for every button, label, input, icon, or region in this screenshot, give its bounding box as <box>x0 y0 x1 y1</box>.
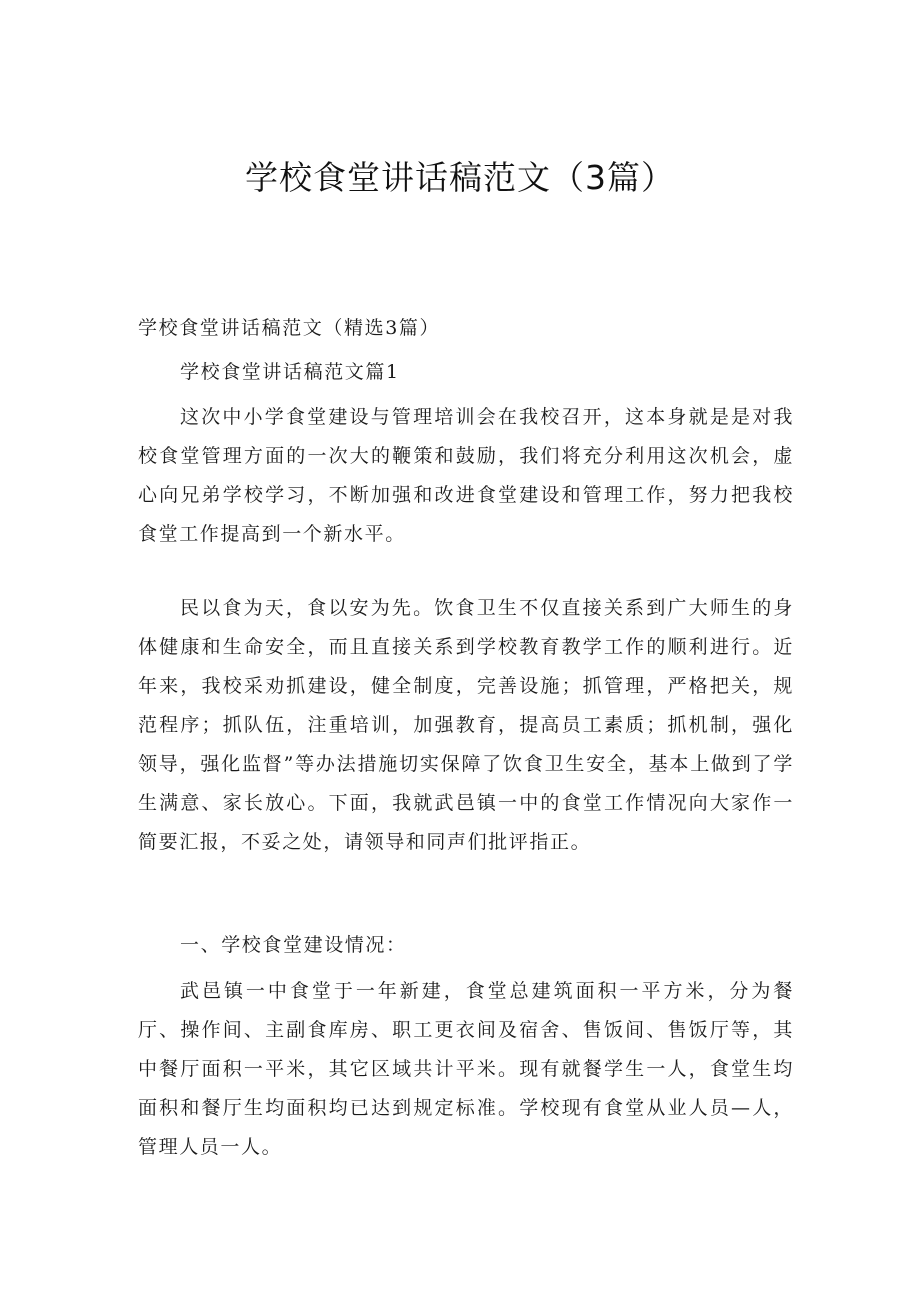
body-paragraph: 这次中小学食堂建设与管理培训会在我校召开，这本身就是是对我校食堂管理方面的一次大的鞭策和鼓励，我们将充分利用这次机会，虚心向兄弟学校学习，不断加强和改进食堂建设和管理工作，努力把我校食堂工作提高到一个新水平。 <box>138 406 794 545</box>
section-subheading: 一、学校食堂建设情况： <box>180 934 407 956</box>
body-paragraph: 武邑镇一中食堂于一年新建，食堂总建筑面积一平方米，分为餐厅、操作间、主副食库房、职工更衣间及宿舍、售饭间、售饭厅等，其中餐厅面积一平米，其它区域共计平米。现有就餐学生一人，食堂生均面积和餐厅生均面积均已达到规定标准。学校现有食堂从业人员—人，管理人员一人。 <box>138 980 794 1158</box>
document-subtitle: 学校食堂讲话稿范文（精选3篇） <box>138 317 441 339</box>
section-heading: 学校食堂讲话稿范文篇1 <box>180 361 400 383</box>
body-paragraph: 民以食为天，食以安为先。饮食卫生不仅直接关系到广大师生的身体健康和生命安全，而且直接关系到学校教育教学工作的顺利进行。近年来，我校采劝抓建设，健全制度，完善设施；抓管理，严格把关，规范程序；抓队伍，注重培训，加强教育，提高员工素质；抓机制，强化领导，强化监督”等办法措施切实保障了饮食卫生安全，基本上做到了学生满意、家长放心。下面，我就武邑镇一中的食堂工作情况向大家作一简要汇报，不妥之处，请领导和同声们批评指正。 <box>138 597 794 853</box>
document-title: 学校食堂讲话稿范文（3篇） <box>245 158 675 197</box>
